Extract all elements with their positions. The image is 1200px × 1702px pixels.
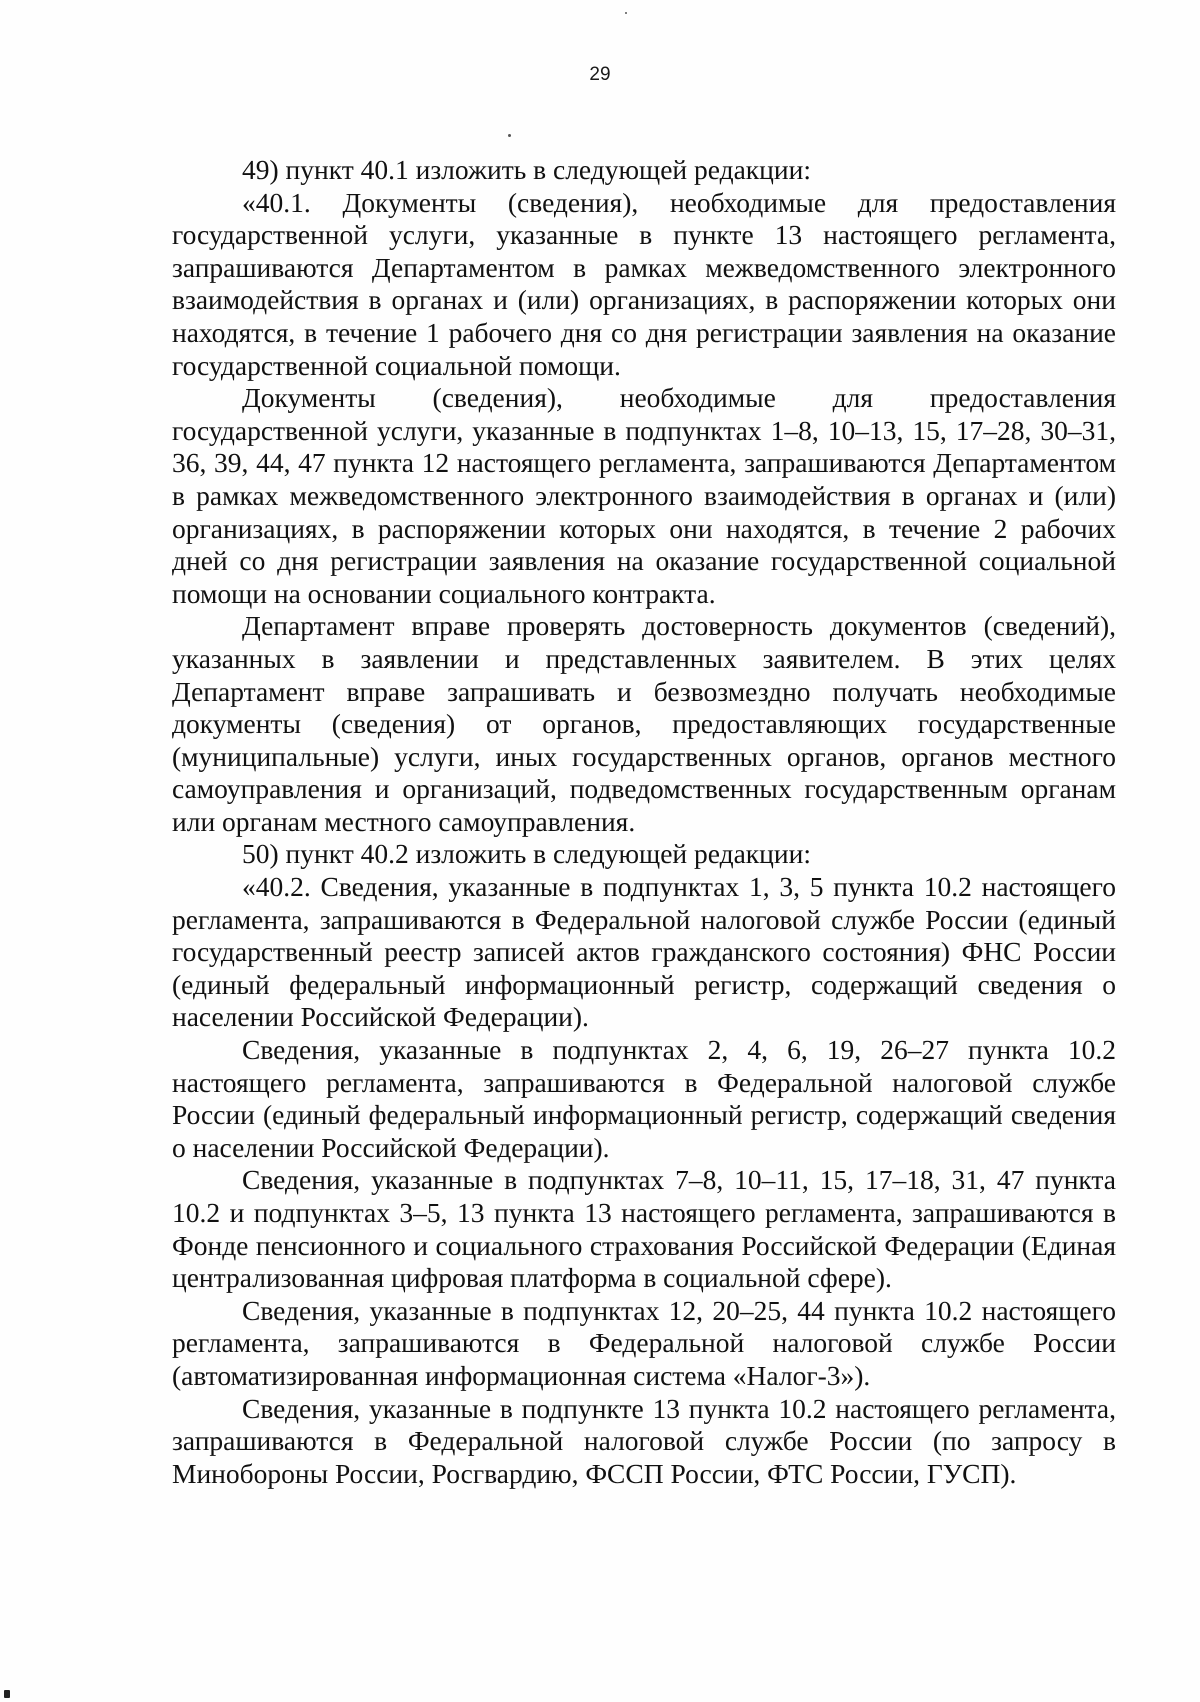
paragraph: Сведения, указанные в подпунктах 12, 20–25, 44 пункта 10.2 настоящего регламента, запрашиваются в Федеральной налоговой службе России (автоматизированная информационная система «Налог-3»).	[172, 1294, 1116, 1391]
paragraph: Департамент вправе проверять достоверность документов (сведений), указанных в заявлении и представленных заявителем. В этих целях Департамент вправе запрашивать и безвозмездно получать необходимые документы (сведения) от органов, предоставляющих государственные (муниципальные) услуги, иных государственных органов, органов местного самоуправления и организаций, подведомственных государственным органам или органам местного самоуправления.	[172, 610, 1116, 837]
paragraph: «40.1. Документы (сведения), необходимые для предоставления государственной услуги, указанные в пункте 13 настоящего регламента, запрашиваются Департаментом в рамках межведомственного электронного взаимодействия в органах и (или) организациях, в распоряжении которых они находятся, в течение 1 рабочего дня со дня регистрации заявления на оказание государственной социальной помощи.	[172, 186, 1116, 381]
scan-speck	[4, 1690, 10, 1698]
paragraph: 49) пункт 40.1 изложить в следующей редакции:	[242, 154, 811, 185]
paragraph: «40.2. Сведения, указанные в подпунктах 1, 3, 5 пункта 10.2 настоящего регламента, запрашиваются в Федеральной налоговой службе России (единый государственный реестр записей актов гражданского состояния) ФНС России (единый федеральный информационный регистр, содержащий сведения о населении Российской Федерации).	[172, 871, 1116, 1033]
paragraph: Документы (сведения), необходимые для предоставления государственной услуги, указанные в подпунктах 1–8, 10–13, 15, 17–28, 30–31, 36, 39, 44, 47 пункта 12 настоящего регламента, запрашиваются Департаментом в рамках межведомственного электронного взаимодействия в органах и (или) организациях, в распоряжении которых они находятся, в течение 2 рабочих дней со дня регистрации заявления на оказание государственной социальной помощи на основании социального контракта.	[172, 382, 1116, 609]
paragraph: Сведения, указанные в подпункте 13 пункта 10.2 настоящего регламента, запрашиваются в Федеральной налоговой службе России (по запросу в Минобороны России, Росгвардию, ФССП России, ФТС России, ГУСП).	[172, 1392, 1116, 1489]
paragraph: Сведения, указанные в подпунктах 2, 4, 6, 19, 26–27 пункта 10.2 настоящего регламента, запрашиваются в Федеральной налоговой службе России (единый федеральный информационный регистр, содержащий сведения о населении Российской Федерации).	[172, 1034, 1116, 1163]
page-number: 29	[589, 64, 611, 85]
scan-speck	[508, 134, 511, 137]
paragraph: 50) пункт 40.2 изложить в следующей редакции:	[242, 838, 811, 870]
paragraph: Сведения, указанные в подпунктах 7–8, 10–11, 15, 17–18, 31, 47 пункта 10.2 и подпунктах 3–5, 13 пункта 13 настоящего регламента, запрашиваются в Фонде пенсионного и социального страхования Российской Федерации (Единая централизованная цифровая платформа в социальной сфере).	[172, 1164, 1116, 1294]
document-body	[172, 154, 1116, 1490]
scan-speck	[625, 12, 627, 14]
